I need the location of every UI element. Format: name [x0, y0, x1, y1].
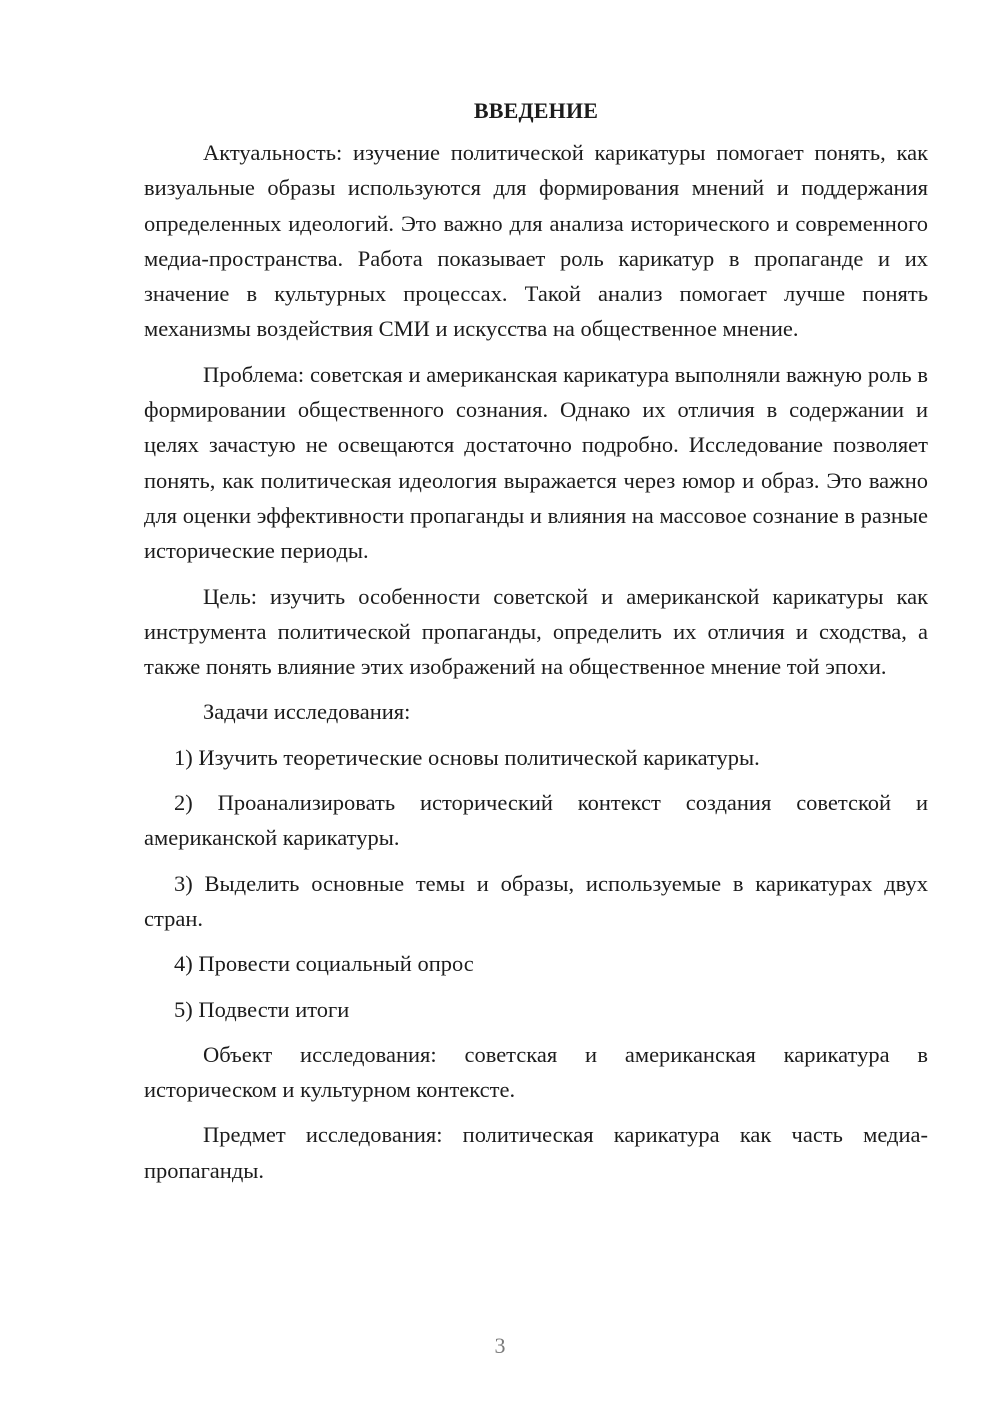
document-page [144, 96, 928, 1198]
paragraph-object: Объект исследования: советская и американская карикатура в историческом и культурном контексте. [144, 1041, 928, 1103]
tasks-heading: Задачи исследования: [203, 699, 411, 725]
paragraph-relevance: Актуальность: изучение политической карикатуры помогает понять, как визуальные образы используются для формирования мнений и поддержания определенных идеологий. Это важно для анализа исторического и современного медиа-пространства. Работа показывает роль карикатур в пропаганде и их значение в культурных процессах. Такой анализ помогает лучше понять механизмы воздействия СМИ и искусства на общественное мнение. [144, 140, 928, 342]
task-item-1: 1) Изучить теоретические основы политической карикатуры. [174, 744, 760, 770]
task-item-5: 5) Подвести итоги [174, 996, 350, 1022]
paragraph-problem: Проблема: советская и американская карикатура выполняли важную роль в формировании общественного сознания. Однако их отличия в содержании и целях зачастую не освещаются достаточно подробно. Исследование позволяет понять, как политическая идеология выражается через юмор и образ. Это важно для оценки эффективности пропаганды и влияния на массовое сознание в разные исторические периоды. [144, 361, 928, 564]
task-item-2: 2) Проанализировать исторический контекст создания советской и американской карикатуры. [144, 790, 928, 851]
task-item-3: 3) Выделить основные темы и образы, используемые в карикатурах двух стран. [144, 870, 928, 931]
paragraph-subject: Предмет исследования: политическая карикатура как часть медиа-пропаганды. [144, 1122, 928, 1183]
section-title: ВВЕДЕНИЕ [473, 98, 599, 123]
task-item-4: 4) Провести социальный опрос [174, 951, 474, 977]
paragraph-goal: Цель: изучить особенности советской и американской карикатуры как инструмента политической пропаганды, определить их отличия и сходства, а также понять влияние этих изображений на общественное мнение той эпохи. [144, 583, 928, 680]
page-number: 3 [494, 1333, 506, 1358]
